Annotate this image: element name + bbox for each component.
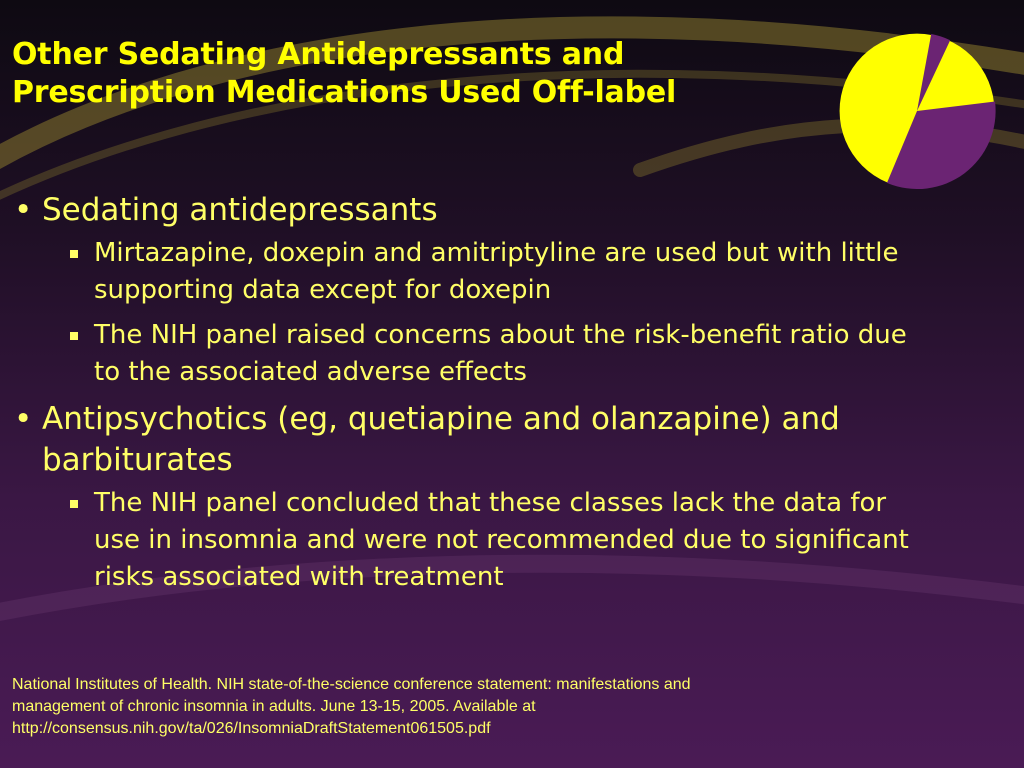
bullet-text: Antipsychotics (eg, quetiapine and olanzapine) and barbiturates xyxy=(42,401,840,478)
footnote-line1: National Institutes of Health. NIH state-of-the-science conference statement: manifestations and xyxy=(12,676,691,693)
square-bullet-icon xyxy=(70,332,78,340)
slide-title-line1: Other Sedating Antidepressants and xyxy=(12,37,625,72)
sub-bullet-text: The NIH panel raised concerns about the risk-benefit ratio due to the associated adverse effects xyxy=(94,320,907,387)
citation-footnote xyxy=(12,674,1002,740)
sub-bullet-nih-risk-benefit xyxy=(14,317,914,391)
slide-title-line2: Prescription Medications Used Off-label xyxy=(12,75,677,110)
bullet-antipsychotics xyxy=(14,399,914,481)
bullet-marker: • xyxy=(14,192,33,228)
bullet-text: Sedating antidepressants xyxy=(42,192,438,228)
footnote-line2: management of chronic insomnia in adults. June 13-15, 2005. Available at xyxy=(12,698,536,715)
sub-bullet-text: Mirtazapine, doxepin and amitriptyline are used but with little supporting data except for doxepin xyxy=(94,238,899,305)
square-bullet-icon xyxy=(70,250,78,258)
sub-bullet-mirtazapine xyxy=(14,235,914,309)
sub-bullet-text: The NIH panel concluded that these classes lack the data for use in insomnia and were not recommended due to significant risks associated with treatment xyxy=(94,488,909,592)
bullet-marker: • xyxy=(14,401,33,437)
slide-title xyxy=(12,36,676,112)
square-bullet-icon xyxy=(70,500,78,508)
pie-graphic xyxy=(838,32,996,190)
bullet-sedating-antidepressants xyxy=(14,190,914,231)
sub-bullet-nih-conclusion xyxy=(14,485,914,596)
footnote-url: http://consensus.nih.gov/ta/026/InsomniaDraftStatement061505.pdf xyxy=(12,720,491,737)
slide-content xyxy=(14,190,914,604)
